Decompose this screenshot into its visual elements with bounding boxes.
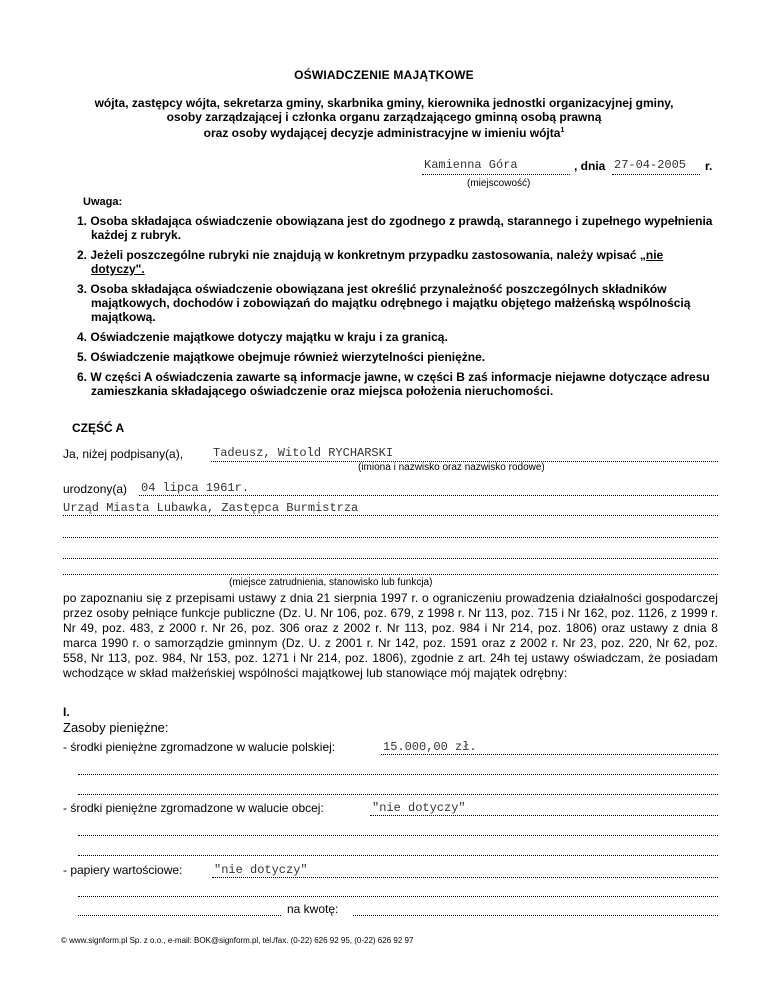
section-1-heading: Zasoby pieniężne: — [63, 720, 169, 735]
legal-paragraph: po zapoznaniu się z przepisami ustawy z dnia 21 sierpnia 1997 r. o ograniczeniu prowadzenia działalności gospodarczej przez osoby pełniące funkcje publiczne (Dz. U. Nr 106, poz. 679, z 1998 r. Nr 113, poz. 715 i Nr 162, poz. 1126, z 1999 r. Nr 49, poz. 483, z 2000 r. Nr 26, poz. 306 oraz z 2002 r. Nr 113, poz. 984 i Nr 214, poz. 1806) oraz ustawy z dnia 8 marca 1990 r. o samorządzie gminnym (Dz. U. z 2001 r. Nr 142, poz. 1591 oraz z 2002 r. Nr 23, poz. 220, Nr 62, poz. 558, Nr 113, poz. 984, Nr 153, poz. 1271 i Nr 214, poz. 1806), zgodnie z art. 24h tej ustawy oświadczam, że posiadam wchodzące w skład małżeńskiej wspólności majątkowej lub stanowiące mój majątek odrębny: — [63, 591, 718, 680]
born-label: urodzony(a) — [63, 482, 128, 496]
signed-label: Ja, niżej podpisany(a), — [63, 447, 184, 461]
section-1-number: I. — [63, 705, 70, 719]
workplace-line-4[interactable] — [63, 566, 718, 575]
document-subtitle — [0, 96, 768, 140]
amount-label: na kwotę: — [287, 902, 339, 916]
signed-field[interactable] — [211, 444, 718, 462]
workplace-line-3[interactable] — [63, 548, 718, 559]
foreign-field[interactable] — [370, 798, 718, 816]
workplace-field[interactable] — [63, 499, 718, 516]
securities-value: "nie dotyczy" — [214, 863, 308, 877]
foreign-label: - środki pieniężne zgromadzone w walucie obcej: — [63, 801, 324, 815]
securities-label: - papiery wartościowe: — [63, 863, 183, 877]
born-value: 04 lipca 1961r. — [141, 481, 250, 495]
note-item-1: 1. Osoba składająca oświadczenie obowiązana jest do zgodnego z prawdą, starannego i zupełnego wypełnienia każdej z rubryk. — [77, 214, 713, 242]
notes-list — [77, 214, 717, 404]
amount-field[interactable] — [353, 905, 718, 916]
signed-caption: (imiona i nazwisko oraz nazwisko rodowe) — [358, 462, 545, 473]
workplace-line-2[interactable] — [63, 527, 718, 538]
footer-text: © www.signform.pl Sp. z o.o., e-mail: BOK@signform.pl, tel./fax. (0-22) 626 92 95, (0-22) 626 92 97 — [61, 936, 414, 945]
pln-line-2[interactable] — [78, 764, 718, 775]
foreign-line-3[interactable] — [78, 845, 718, 856]
workplace-value: Urząd Miasta Lubawka, Zastępca Burmistrza — [63, 501, 359, 515]
note-item-3: 3. Osoba składająca oświadczenie obowiązana jest określić przynależność poszczególnych składników majątkowych, dochodów i zobowiązań do majątku odrębnego i majątku objętego małżeńską wspólnością majątkową. — [77, 282, 691, 324]
foreign-value: "nie dotyczy" — [372, 801, 466, 815]
pln-label: - środki pieniężne zgromadzone w walucie polskiej: — [63, 740, 336, 754]
note-item-4: 4. Oświadczenie majątkowe dotyczy majątku w kraju i za granicą. — [77, 330, 448, 344]
date-value: 27-04-2005 — [614, 158, 687, 172]
signed-value: Tadeusz, Witold RYCHARSKI — [213, 446, 394, 460]
securities-line-2[interactable] — [78, 886, 718, 897]
note-item-5: 5. Oświadczenie majątkowe obejmuje również wierzytelności pieniężne. — [77, 350, 486, 364]
note-item-2: 2. Jeżeli poszczególne rubryki nie znajdują w konkretnym przypadku zastosowania, należy wpisać „nie dotyczy". — [77, 248, 664, 276]
securities-field[interactable] — [212, 860, 718, 878]
foreign-line-2[interactable] — [78, 825, 718, 836]
pln-line-3[interactable] — [78, 784, 718, 795]
footnote-marker: 1 — [560, 127, 565, 134]
workplace-caption: (miejsce zatrudnienia, stanowisko lub funkcja) — [229, 577, 433, 588]
date-suffix: r. — [705, 159, 713, 173]
securities-line-3[interactable] — [78, 905, 281, 916]
subtitle-line-1: wójta, zastępcy wójta, sekretarza gminy, skarbnika gminy, kierownika jednostki organizacyjnej gminy, — [94, 96, 674, 110]
notes-heading: Uwaga: — [83, 196, 123, 208]
date-prefix: , dnia — [574, 159, 606, 173]
document-title: OŚWIADCZENIE MAJĄTKOWE — [294, 68, 474, 82]
place-field[interactable] — [422, 156, 570, 175]
note-item-6: 6. W części A oświadczenia zawarte są informacje jawne, w części B zaś informacje niejawne dotyczące adresu zamieszkania składającego oświadczenie oraz miejsca położenia nieruchomości. — [77, 370, 710, 398]
date-field[interactable] — [612, 156, 700, 175]
subtitle-line-2: osoby zarządzającej i członka organu zarządzającego gminną osobą prawną — [166, 110, 602, 124]
place-value: Kamienna Góra — [424, 158, 518, 172]
subtitle-line-3: oraz osoby wydającej decyzje administracyjne w imieniu wójta$^1$ — [203, 126, 565, 140]
part-a-heading: CZĘŚĆ A — [72, 421, 125, 435]
born-field[interactable] — [139, 478, 718, 496]
pln-value: 15.000,00 zł. — [383, 740, 477, 754]
pln-field[interactable] — [381, 737, 718, 755]
place-caption: (miejscowość) — [467, 178, 531, 189]
